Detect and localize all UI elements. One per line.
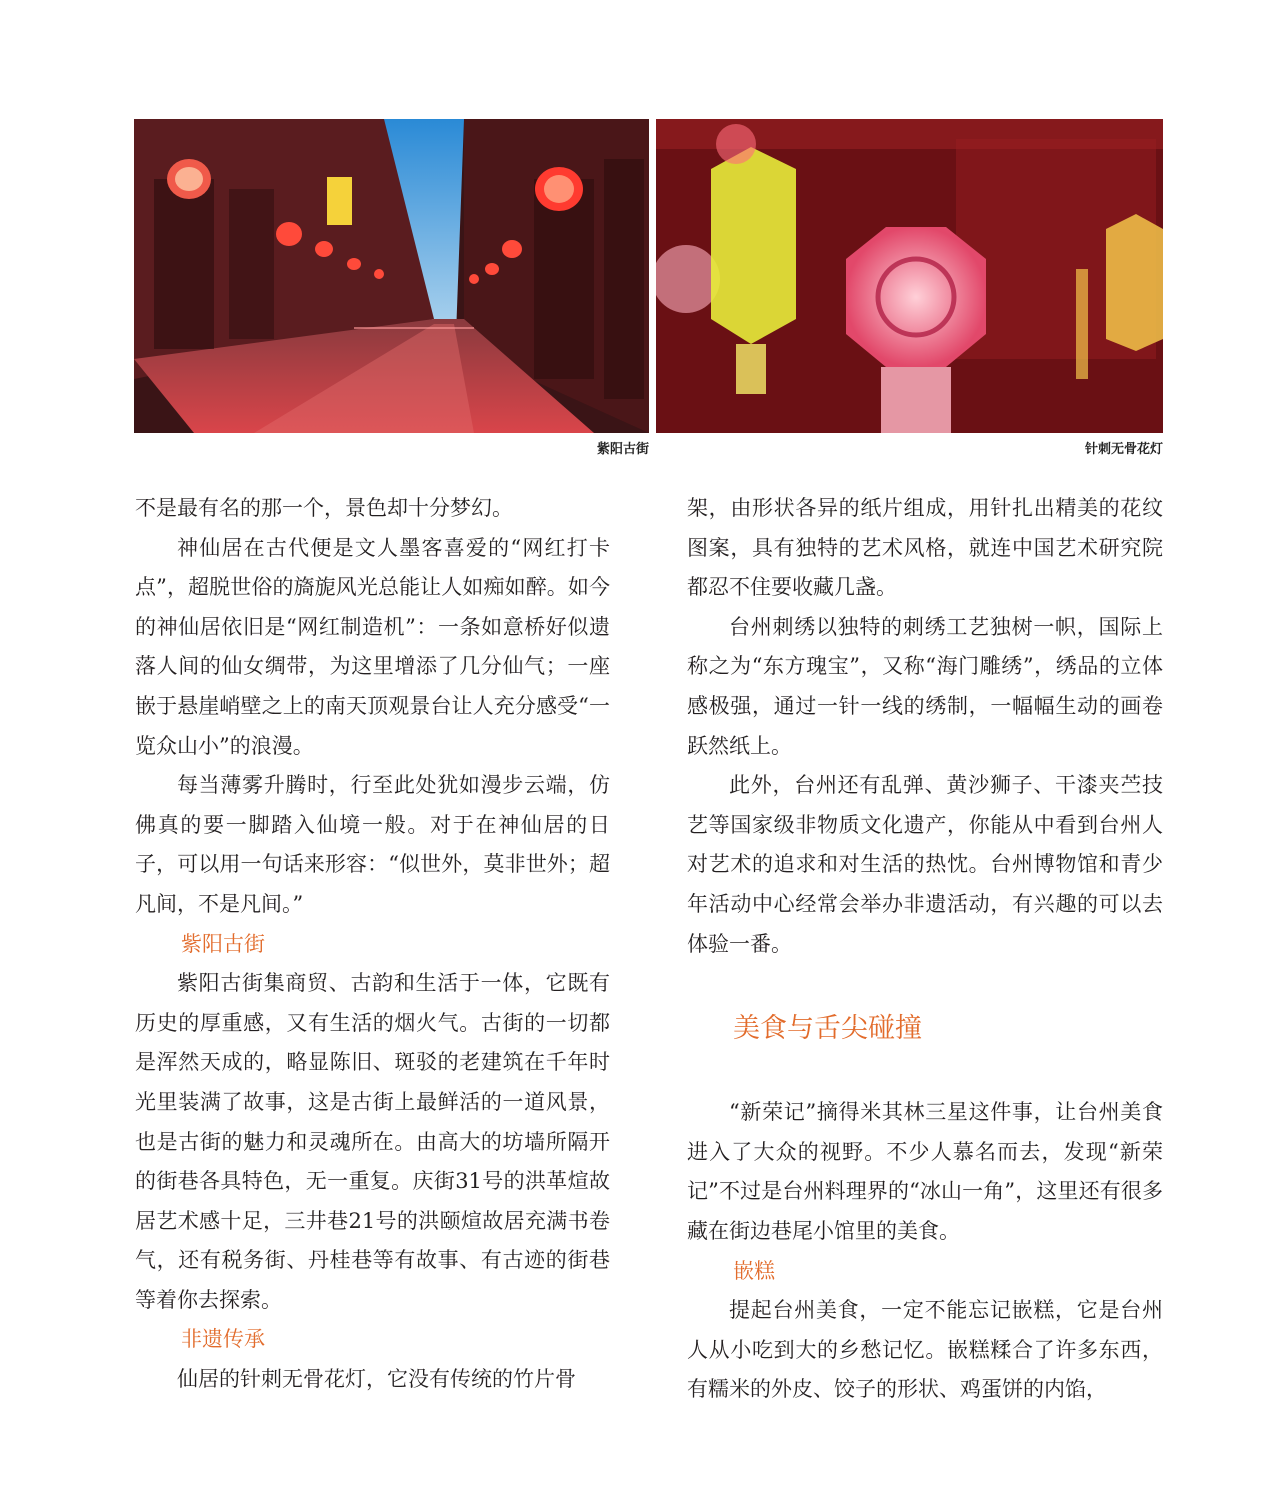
- paragraph-continued: 不是最有名的那一个，景色却十分梦幻。: [135, 496, 513, 520]
- photo-caption-lantern: 针刺无骨花灯: [1084, 442, 1163, 457]
- paragraph-lantern-continued: 架，由形状各异的纸片组成，用针扎出精美的花纹图案，具有独特的艺术风格，就连中国艺术研究院都忍不住要收藏几盏。: [687, 496, 1163, 600]
- photo-caption-street: 紫阳古街: [596, 442, 649, 457]
- paragraph-xinrongji: “新荣记”摘得米其林三星这件事，让台州美食进入了大众的视野。不少人慕名而去，发现“新荣记”不过是台州料理界的“冰山一角”，这里还有很多藏在街边巷尾小馆里的美食。: [687, 1100, 1163, 1243]
- left-text-column: [135, 489, 610, 1400]
- subheading-heritage: 非遗传承: [181, 1327, 265, 1352]
- old-street-illustration: [134, 119, 649, 433]
- subheading-ziyang-street: 紫阳古街: [181, 931, 265, 956]
- paragraph-ziyang-street: 紫阳古街集商贸、古韵和生活于一体，它既有历史的厚重感，又有生活的烟火气。古街的一切都是浑然天成的，略显陈旧、斑驳的老建筑在千年时光里装满了故事，这是古街上最鲜活的一道风景，也是古街的魅力和灵魂所在。由高大的坊墙所隔开的街巷各具特色，无一重复。庆街31号的洪革煊故居艺术感十足，三井巷21号的洪颐煊故居充满书卷气，还有税务街、丹桂巷等有故事、有古迹的街巷等着你去探索。: [135, 971, 610, 1312]
- lantern-illustration: [656, 119, 1163, 433]
- paragraph-embroidery: 台州刺绣以独特的刺绣工艺独树一帜，国际上称之为“东方瑰宝”，又称“海门雕绣”，绣品的立体感极强，通过一针一线的绣制，一幅幅生动的画卷跃然纸上。: [687, 614, 1163, 758]
- subheading-qiangao: 嵌糕: [733, 1258, 775, 1283]
- paragraph-intangible-heritage: 此外，台州还有乱弹、黄沙狮子、干漆夹苎技艺等国家级非物质文化遗产，你能从中看到台州人对艺术的追求和对生活的热忱。台州博物馆和青少年活动中心经常会举办非遗活动，有兴趣的可以去体验一番。: [687, 773, 1163, 956]
- street-photo: [134, 119, 649, 433]
- paragraph-mist: 每当薄雾升腾时，行至此处犹如漫步云端，仿佛真的要一脚踏入仙境一般。对于在神仙居的日子，可以用一句话来形容：“似世外，莫非世外；超凡间，不是凡间。”: [135, 773, 610, 916]
- section-title-food: 美食与舌尖碰撞: [733, 1013, 922, 1045]
- paragraph-shenxianju: 神仙居在古代便是文人墨客喜爱的“网红打卡点”，超脱世俗的旖旎风光总能让人如痴如醉。如今的神仙居依旧是“网红制造机”：一条如意桥好似遗落人间的仙女绸带，为这里增添了几分仙气；一座嵌于悬崖峭壁之上的南天顶观景台让人充分感受“一览众山小”的浪漫。: [135, 535, 610, 758]
- paragraph-qiangao: 提起台州美食，一定不能忘记嵌糕，它是台州人从小吃到大的乡愁记忆。嵌糕糅合了许多东西，有糯米的外皮、饺子的形状、鸡蛋饼的内馅，: [687, 1298, 1163, 1402]
- paragraph-lantern: 仙居的针刺无骨花灯，它没有传统的竹片骨: [177, 1367, 576, 1392]
- right-text-column: [687, 489, 1163, 1410]
- lantern-photo: [656, 119, 1163, 433]
